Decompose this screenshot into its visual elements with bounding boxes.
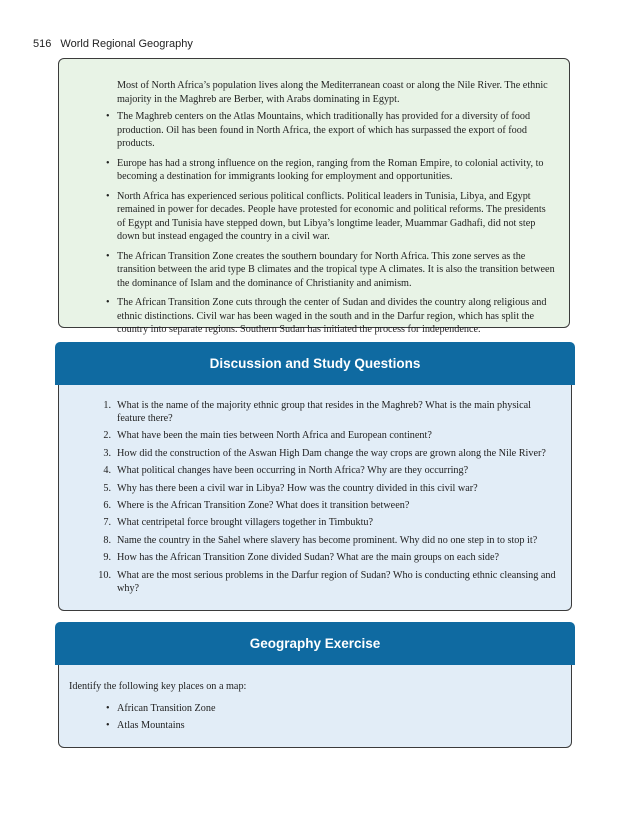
question-item [103,399,557,425]
question-item [103,429,557,442]
question-item [103,516,557,529]
geography-exercise-box [58,622,572,748]
discussion-questions-box [58,342,572,611]
geography-exercise-title: Geography Exercise [55,622,575,665]
question-text: Why has there been a civil war in Libya? How was the country divided in this civil war? [117,482,478,494]
question-number: 10. [98,569,111,581]
question-text: What have been the main ties between North Africa and European continent? [117,430,432,442]
summary-bullet-list [117,110,555,337]
question-number: 3. [103,447,111,459]
question-number: 8. [103,534,111,546]
question-text: Name the country in the Sahel where slavery has become prominent. Why did no one step in to stop it? [117,534,538,546]
summary-bullet: • The African Transition Zone cuts through the center of Sudan and divides the country along religious and ethnic distinctions. Civil war has been waged in the south and in the Darfur region, which has split the country into separate regions. Southern Sudan has initiated the process for independence. [117,296,555,337]
question-item [103,499,557,512]
question-number: 4. [103,465,111,477]
question-number: 5. [103,482,111,494]
question-item [103,551,557,564]
summary-bullet: • The African Transition Zone creates the southern boundary for North Africa. This zone serves as the transition between the arid type B climates and the tropical type A climates. It is also the transition between the dominance of Islam and the dominance of Christianity and animism. [117,250,555,291]
discussion-questions-title: Discussion and Study Questions [55,342,575,385]
question-text: What political changes have been occurring in North Africa? Why are they occurring? [117,465,469,477]
question-item [103,534,557,547]
question-text: What is the name of the majority ethnic group that resides in the Maghreb? What is the main physical feature there? [117,400,531,424]
question-number: 7. [103,517,111,529]
question-number: 6. [103,499,111,511]
question-text: What centripetal force brought villagers together in Timbuktu? [117,517,374,529]
summary-bullet: • The Maghreb centers on the Atlas Mountains, which traditionally has provided for a diversity of food production. Oil has been found in North Africa, the export of which has surpassed the export of food products. [117,110,555,151]
summary-lead: Most of North Africa’s population lives along the Mediterranean coast or along the Nile River. The ethnic majority in the Maghreb are Berber, with Arabs dominating in Egypt. [117,80,548,105]
question-item [103,447,557,460]
question-number: 1. [103,400,111,411]
question-text: How has the African Transition Zone divided Sudan? What are the main groups on each side? [117,552,500,564]
running-head [33,38,193,50]
key-places-list [59,702,571,732]
question-item [103,482,557,495]
key-place-item: • African Transition Zone [117,702,571,715]
question-item [98,569,557,595]
key-takeaways-box [58,58,570,335]
question-item [103,464,557,477]
book-title: World Regional Geography [60,38,193,50]
key-place-item: • Atlas Mountains [117,719,571,732]
exercise-instructions: Identify the following key places on a map: [69,681,247,692]
summary-bullet: • North Africa has experienced serious political conflicts. Political leaders in Tunisia, Libya, and Egypt remained in power for decades. People have protested for economic and political reforms. The presidents of Egypt and Tunisia have stepped down, but Libya’s longtime leader, Muammar Gadhafi, did not step down but instead engaged the country in a civil war. [117,190,555,244]
question-number: 9. [103,552,111,564]
question-list [59,385,571,595]
question-text: What are the most serious problems in the Darfur region of Sudan? Who is conducting ethnic cleansing and why? [117,569,556,594]
question-text: How did the construction of the Aswan High Dam change the way crops are grown along the Nile River? [117,447,546,459]
question-number: 2. [103,430,111,442]
question-text: Where is the African Transition Zone? What does it transition between? [117,499,410,511]
page-number: 516 [33,38,52,50]
summary-bullet: • Europe has had a strong influence on the region, ranging from the Roman Empire, to colonial activity, to becoming a destination for immigrants looking for employment and opportunities. [117,157,555,184]
